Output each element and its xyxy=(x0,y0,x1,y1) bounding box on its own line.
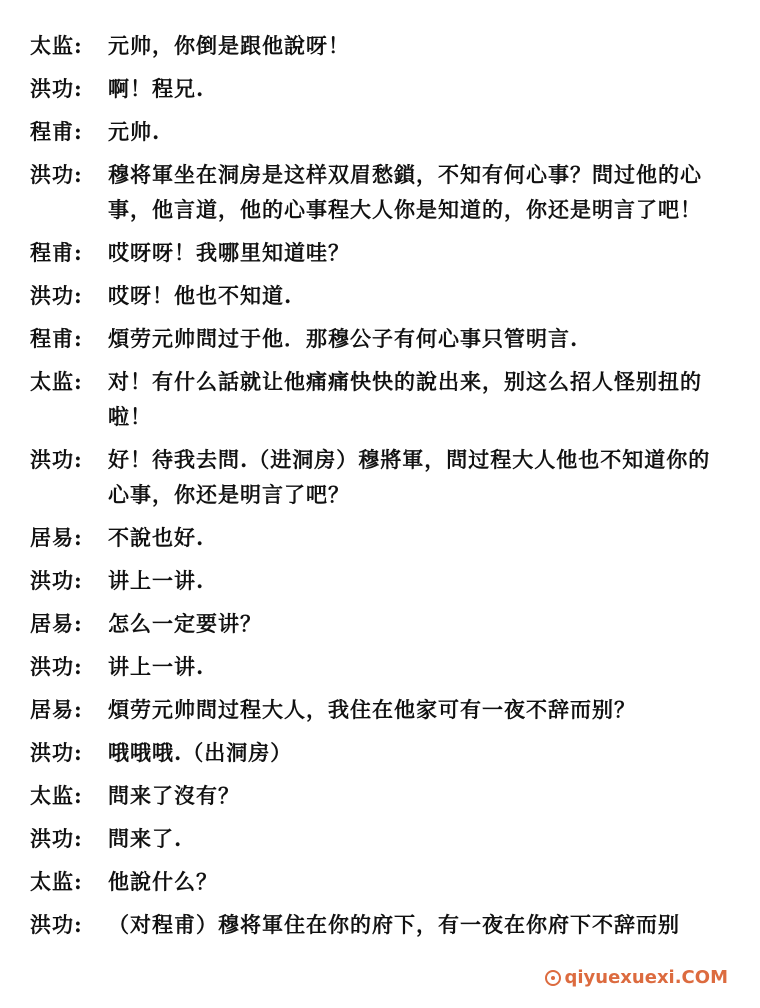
dialogue-text: 好！待我去問.（进洞房）穆將軍，問过程大人他也不知道你的心事，你还是明言了吧？ xyxy=(108,447,711,507)
dialogue-text: 啊！程兄. xyxy=(108,76,205,101)
site-watermark xyxy=(545,967,729,988)
speaker-name: 太监: xyxy=(30,783,83,808)
speaker-name: 程甫: xyxy=(30,119,83,144)
dialogue-text: 煩劳元帅問过程大人，我住在他家可有一夜不辞而别？ xyxy=(108,697,636,722)
dialogue-line xyxy=(30,907,730,942)
speaker-name: 洪功: xyxy=(30,826,83,851)
speaker-name: 太监: xyxy=(30,369,83,394)
dialogue-line xyxy=(30,606,730,641)
dialogue-line xyxy=(30,157,730,227)
speaker-name: 程甫: xyxy=(30,326,83,351)
dialogue-line xyxy=(30,442,730,512)
dialogue-line xyxy=(30,563,730,598)
speaker-name: 居易: xyxy=(30,697,83,722)
dialogue-line xyxy=(30,821,730,856)
dialogue-text: 他說什么？ xyxy=(108,869,218,894)
dialogue-text: 怎么一定要讲？ xyxy=(108,611,262,636)
speaker-name: 洪功: xyxy=(30,76,83,101)
dialogue-text: 对！有什么話就让他痛痛快快的說出来，别这么招人怪别扭的啦！ xyxy=(108,369,702,429)
dialogue-text: 哎呀呀！我哪里知道哇？ xyxy=(108,240,350,265)
dialogue-line xyxy=(30,71,730,106)
dialogue-line xyxy=(30,692,730,727)
dialogue-text: 元帅. xyxy=(108,119,161,144)
dialogue-line xyxy=(30,114,730,149)
speaker-name: 洪功: xyxy=(30,283,83,308)
dialogue-text: 不說也好. xyxy=(108,525,205,550)
dialogue-line xyxy=(30,235,730,270)
dialogue-text: 讲上一讲. xyxy=(108,654,205,679)
dialogue-line xyxy=(30,321,730,356)
speaker-name: 洪功: xyxy=(30,568,83,593)
dialogue-line xyxy=(30,778,730,813)
speaker-name: 太监: xyxy=(30,869,83,894)
speaker-name: 程甫: xyxy=(30,240,83,265)
dialogue-line xyxy=(30,735,730,770)
speaker-name: 洪功: xyxy=(30,912,83,937)
dialogue-line xyxy=(30,278,730,313)
watermark-logo-icon xyxy=(545,970,561,986)
speaker-name: 居易: xyxy=(30,611,83,636)
dialogue-text: 讲上一讲. xyxy=(108,568,205,593)
dialogue-text: 煩劳元帅問过于他．那穆公子有何心事只管明言. xyxy=(108,326,579,351)
dialogue-text: 問来了沒有？ xyxy=(108,783,240,808)
dialogue-text: 穆将軍坐在洞房是这样双眉愁鎖，不知有何心事？問过他的心事，他言道，他的心事程大人你是知道的，你还是明言了吧！ xyxy=(108,162,702,222)
dialogue-line xyxy=(30,864,730,899)
speaker-name: 洪功: xyxy=(30,162,83,187)
dialogue-text: 問来了. xyxy=(108,826,183,851)
speaker-name: 太监: xyxy=(30,33,83,58)
dialogue-line xyxy=(30,28,730,63)
speaker-name: 洪功: xyxy=(30,740,83,765)
speaker-name: 居易: xyxy=(30,525,83,550)
dialogue-text: （对程甫）穆将軍住在你的府下，有一夜在你府下不辞而别 xyxy=(108,912,680,937)
dialogue-text: 哦哦哦.（出洞房） xyxy=(108,740,293,765)
dialogue-text: 元帅，你倒是跟他說呀！ xyxy=(108,33,350,58)
dialogue-text: 哎呀！他也不知道. xyxy=(108,283,293,308)
speaker-name: 洪功: xyxy=(30,654,83,679)
dialogue-line xyxy=(30,520,730,555)
watermark-text: qiyuexuexi.COM xyxy=(564,967,728,988)
dialogue-line xyxy=(30,364,730,434)
dialogue-line xyxy=(30,649,730,684)
speaker-name: 洪功: xyxy=(30,447,83,472)
